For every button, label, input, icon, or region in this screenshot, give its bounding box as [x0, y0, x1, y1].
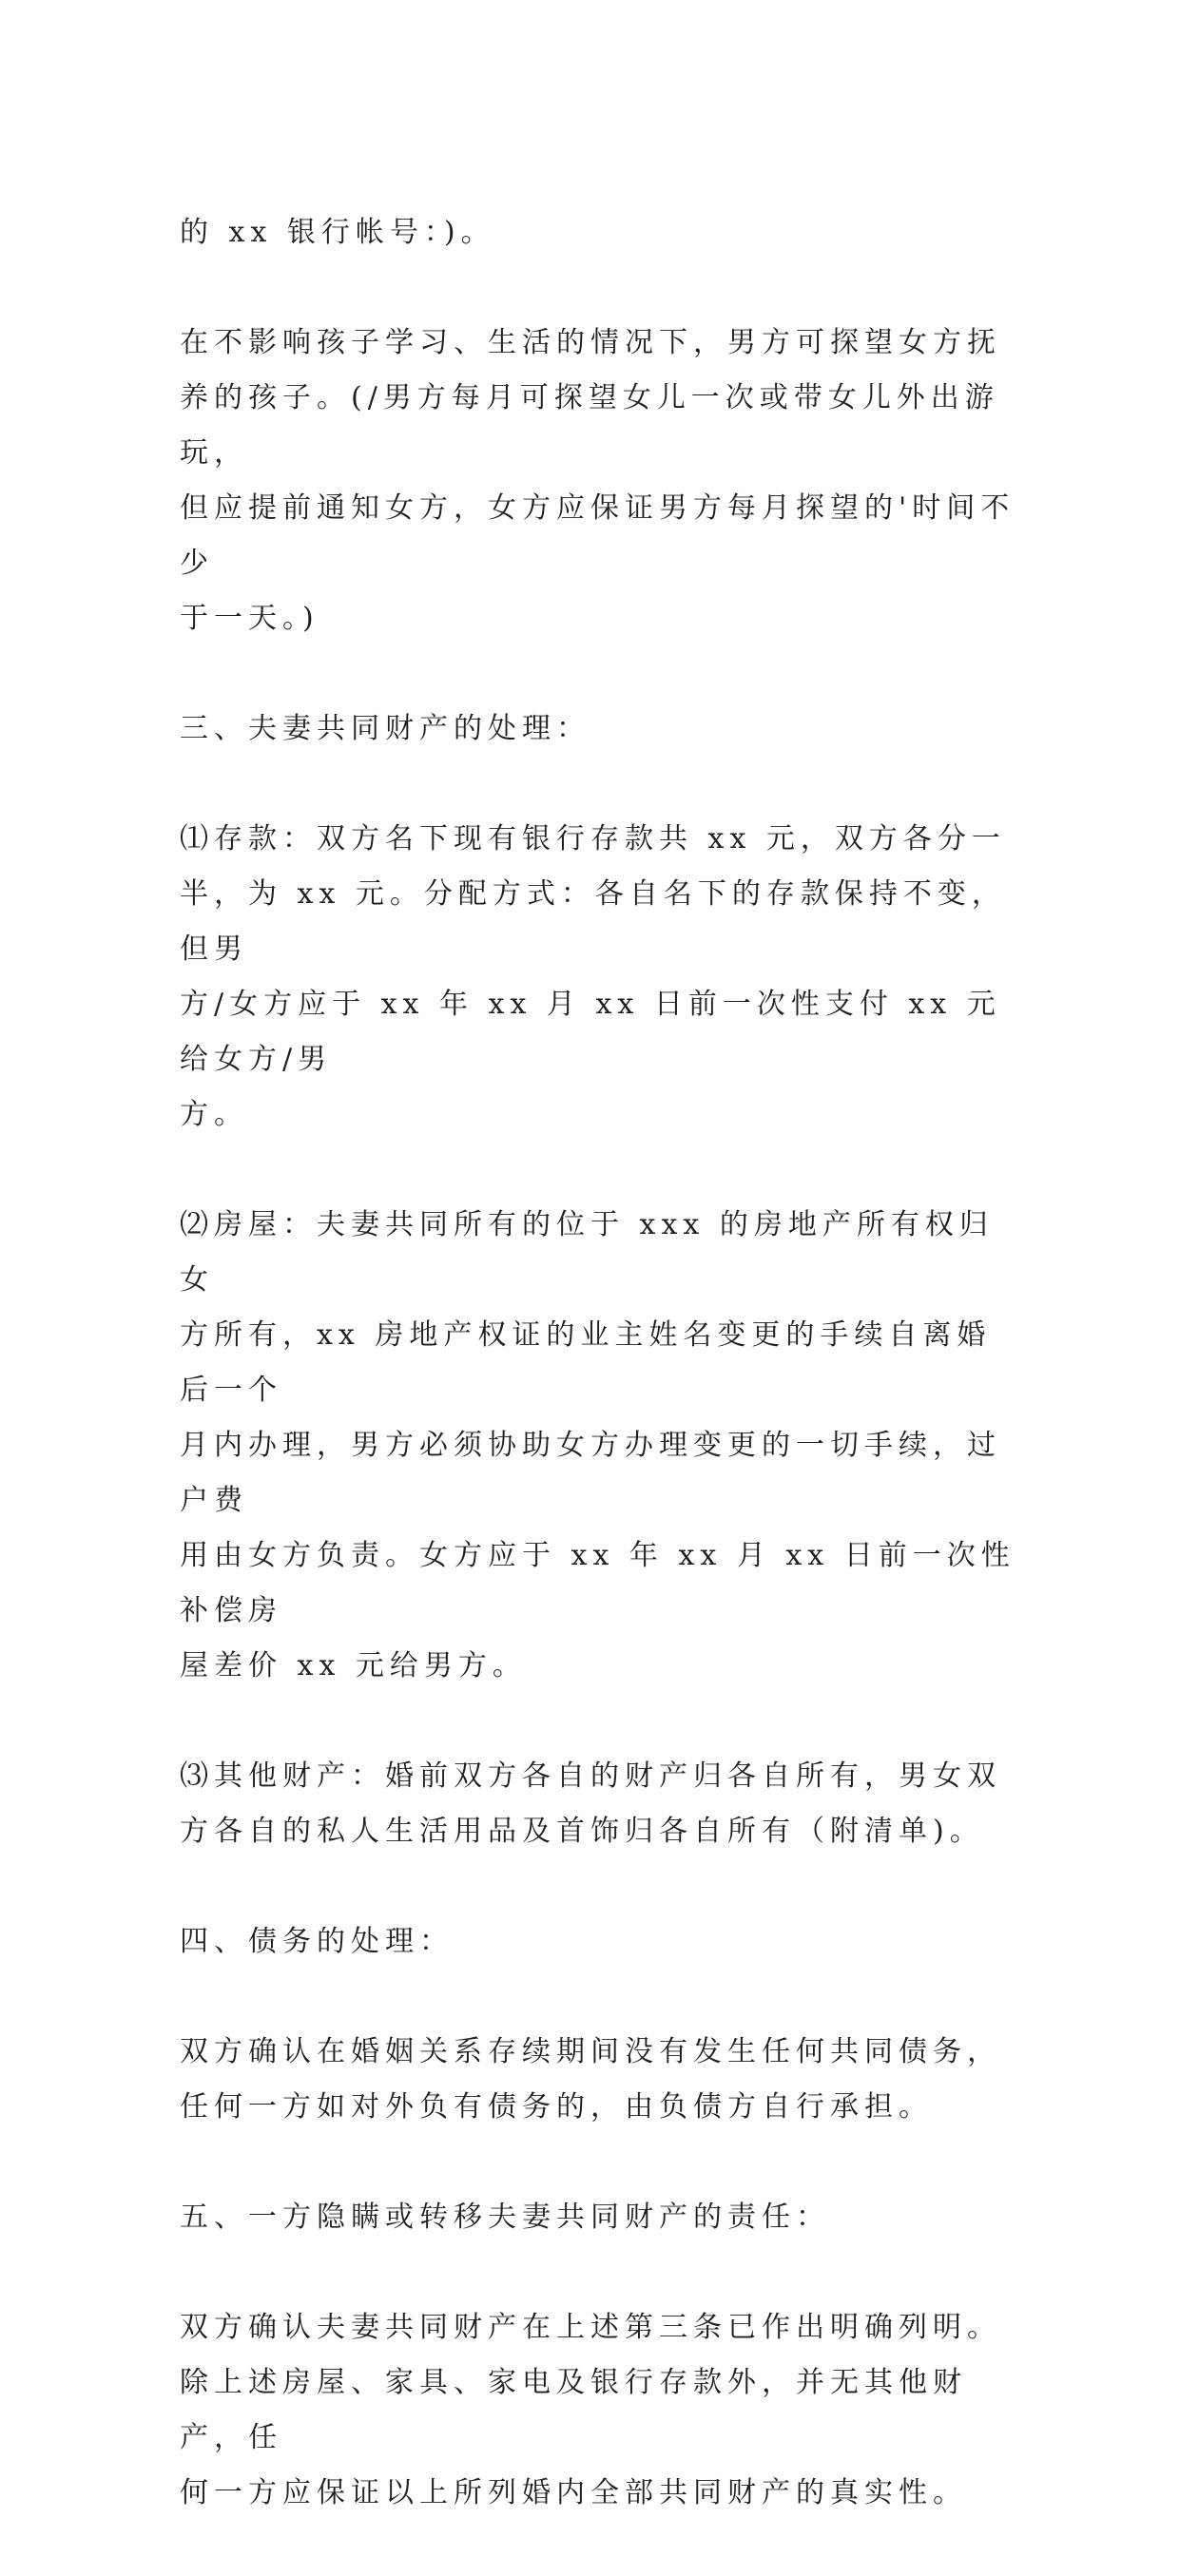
- paragraph-house: ⑵房屋：夫妻共同所有的位于 xxx 的房地产所有权归女 方所有，xx 房地产权证的业主姓名变更的手续自离婚后一个 月内办理，男方必须协助女方办理变更的一切手续，过户费 用由女方负责。女方应于 xx 年 xx 月 xx 日前一次性补偿房 屋差价 xx 元给男方。: [180, 1208, 1016, 1682]
- section-heading-debts: 四、债务的处理：: [180, 1925, 454, 1958]
- paragraph-concealment-liability: 双方确认夫妻共同财产在上述第三条已作出明确列明。 除上述房屋、家具、家电及银行存款外，并无其他财产，任 何一方应保证以上所列婚内全部共同财产的真实性。: [180, 2311, 1001, 2509]
- paragraph-visitation: 在不影响孩子学习、生活的情况下，男方可探望女方抚 养的孩子。(/男方每月可探望女儿一次或带女儿外出游玩， 但应提前通知女方，女方应保证男方每月探望的'时间不少 于一天。): [180, 326, 1016, 635]
- paragraph-other-property: ⑶其他财产：婚前双方各自的财产归各自所有，男女双 方各自的私人生活用品及首饰归各自所有（附清单)。: [180, 1759, 1001, 1848]
- document-body: [180, 150, 1016, 2576]
- paragraph-deposits: ⑴存款：双方名下现有银行存款共 xx 元，双方各分一 半，为 xx 元。分配方式：各自名下的存款保持不变，但男 方/女方应于 xx 年 xx 月 xx 日前一次性支付 xx 元给女方/男 方。: [180, 822, 1006, 1131]
- section-heading-joint-property: 三、夫妻共同财产的处理：: [180, 712, 590, 745]
- paragraph-bank-account: 的 xx 银行帐号：)。: [180, 216, 495, 249]
- section-heading-concealment-liability: 五、一方隐瞒或转移夫妻共同财产的责任：: [180, 2201, 830, 2234]
- paragraph-debts: 双方确认在婚姻关系存续期间没有发生任何共同债务， 任何一方如对外负有债务的，由负债方自行承担。: [180, 2035, 1001, 2124]
